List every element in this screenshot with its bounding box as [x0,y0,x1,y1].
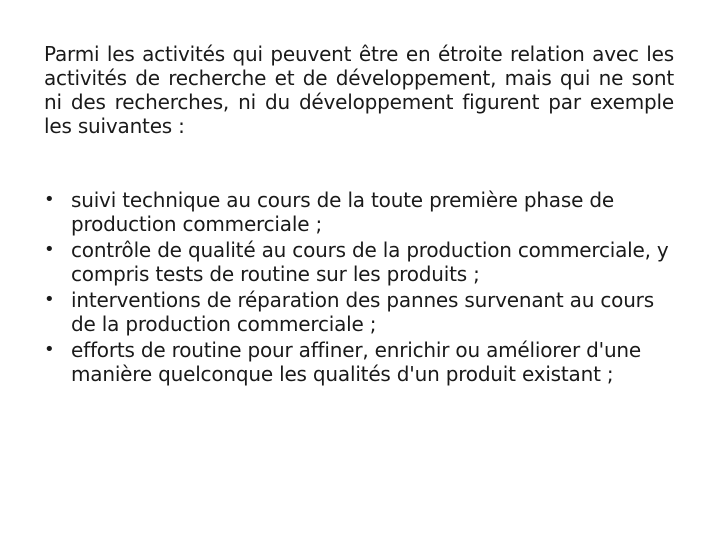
bullet-text: contrôle de qualité au cours de la production commerciale, y compris tests de routine sur les produits ; [71,238,669,286]
bullet-text: interventions de réparation des pannes survenant au cours de la production commerciale ; [71,288,654,336]
bullet-item [44,238,676,286]
bullet-item [44,188,676,236]
bullet-dot-icon: • [44,339,55,360]
intro-paragraph: Parmi les activités qui peuvent être en étroite relation avec les activités de recherche et de développement, mais qui ne sont ni des recherches, ni du développement figurent par exemple les suivantes : [44,42,674,138]
activity-bullet-list [44,188,676,388]
bullet-text: efforts de routine pour affiner, enrichir ou améliorer d'une manière quelconque les qualités d'un produit existant ; [71,338,642,386]
bullet-dot-icon: • [44,189,55,210]
bullet-dot-icon: • [44,289,55,310]
bullet-dot-icon: • [44,239,55,260]
bullet-text: suivi technique au cours de la toute première phase de production commerciale ; [71,188,614,236]
bullet-item [44,338,676,386]
bullet-item [44,288,676,336]
